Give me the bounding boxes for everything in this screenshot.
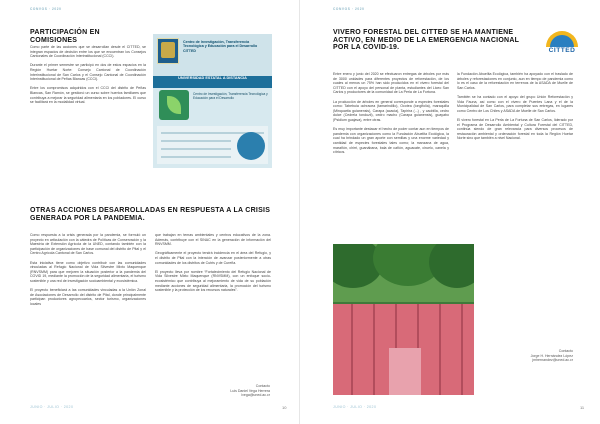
badge-icon bbox=[237, 132, 265, 160]
paragraph: Como parte de las acciones que se desarrollan desde el CITTED, se integran espacios de decisión entre los que se encuentran los Consejos Cantonales de Coordinación Interinstitucional (CCCI). bbox=[30, 45, 146, 59]
logo-text: CITTED bbox=[548, 47, 576, 54]
vivero-col1 bbox=[333, 72, 449, 159]
nursery-photo bbox=[333, 244, 474, 395]
roof-rib bbox=[373, 304, 375, 395]
paragraph: la Fundación Abuelita Ecológica, también ha apoyado con el traslado de árboles y reforestaciones en conjunto, aun en tiempo de pandemia como lo es el caso de la reforestación en terrenos de la ASADA de Muelle de San Carlos. bbox=[457, 72, 573, 90]
divider bbox=[161, 148, 231, 150]
poster-subtitle: Centro de Investigación, Transferencia Tecnológica y Educación para el Desarrollo bbox=[193, 92, 268, 100]
paragraph: Esta iniciativa tiene como objetivo contribuir con las comunidades vinculadas al Refugio Nacional de Vida Silvestre Mixto Maquenque (RNVSMM) para que mejoren la situación posterior a la pandemia del COVID 19, mediante la promoción de la seguridad alimentaria, el turismo sostenible y una red de investigación socioambiental y ecosistémica. bbox=[30, 260, 146, 283]
masthead: CONVOS · 2020 bbox=[30, 7, 62, 11]
plaque-emblem-icon bbox=[161, 42, 175, 58]
contact-block: Contacto Jorge H. Hernández López jmhernandez@uned.ac.cr bbox=[530, 349, 573, 363]
roof-rib bbox=[351, 304, 353, 395]
divider bbox=[161, 140, 231, 142]
roof-rib bbox=[461, 304, 463, 395]
paragraph: Entre enero y junio del 2020 se efectuaron entregas de árboles por más de 3000 unidades para diferentes proyectos de reforestación, de los cuales al menos un 75% han sido producidos en el vivero forestal del CITTED con el apoyo del personal de planta, estudiantes del Liceo San Carlos y productores de la comunidad de La Perla de La Fortuna. bbox=[333, 72, 449, 95]
paragraph: Como respuesta a la crisis generada por la pandemia, se formuló un proyecto en articulación con la cátedra de Políticas de Conservación y la Maestría de Extensión Agrícola de la UNED, contando también con la participación de organizaciones de base comunal del distrito de Pital y el Centro Agrícola Cantonal de San Carlos. bbox=[30, 233, 146, 256]
paragraph: También se ha contado con el apoyo del grupo Unión Reforestación y Vida Fauna, así como con el vivero de Puentes Lana y el de la Municipalidad de San Carlos, para completar sus entregas, en lugares como Centro de Los Chiles y ASADA de Muelle de San Carlos. bbox=[457, 94, 573, 113]
contact-block: Contacto Luis Daniel Vega Herrera lvega@uned.ac.cr bbox=[230, 384, 270, 398]
roof-rib bbox=[439, 304, 441, 395]
page-number: 10 bbox=[282, 405, 287, 410]
footer-date: JUNIO · JULIO · 2020 bbox=[30, 405, 74, 409]
paragraph: que trabajan en temas ambientales y centros educativos de la zona. Además, contribuye con el SINAC en la generación de información del RNVSMM. bbox=[155, 233, 271, 247]
paragraph: Geográficamente el proyecto tendrá incidencia en el área del Refugio, y el distrito de Pital con la intención de avanzar posteriormente a otras comunidades de los distritos de Cutris y de Cureña. bbox=[155, 251, 271, 265]
article-title-vivero: VIVERO FORESTAL DEL CITTED SE HA MANTIENE ACTIVO, EN MEDIO DE LA EMERGENCIA NACIONAL POR LA COVID-19. bbox=[333, 29, 520, 52]
paragraph: La producción de árboles en general corresponde a especies forestales como: Tabebuia ochracea (tamarindillo), Ocotea (longifolia), maraquilla (Minquartia guianensis), Carapa (acacia), Tapirira (...) , y caobilla, cedro dulce (Cedrela tonduzii), cedro macho (Carapa guianensis), guayabo (Psidium guajava), entre otras. bbox=[333, 99, 449, 122]
page-number: 11 bbox=[580, 405, 585, 410]
citted-logo bbox=[541, 31, 583, 55]
masthead: CONVOS · 2020 bbox=[333, 7, 365, 11]
poster-university: UNIVERSIDAD ESTATAL A DISTANCIA bbox=[153, 76, 272, 88]
walkway bbox=[389, 348, 421, 395]
divider bbox=[161, 156, 231, 158]
otras-acciones-col2 bbox=[155, 233, 271, 297]
section-title-comisiones: PARTICIPACIÓN EN COMISIONES bbox=[30, 29, 100, 44]
paragraph: El vivero forestal en La Perla de La Fortuna de San Carlos, liderado por el Programa de Desarrollo Ambiental y Cultura Forestal del CITTED, continúa siendo de gran relevancia para diversos procesos de restauración ambiental y ordenación forestal en toda la Región Huetar Norte sino que también a nivel Nacional. bbox=[457, 117, 573, 141]
comisiones-body bbox=[30, 45, 146, 109]
paragraph: Entre los compromisos adquiridos con el CCCI del distrito de Peñas Blancas, San Ramón, se gestionó un curso sobre huertos familiares que contribuya a mejorar la seguridad alimentaria en los pobladores. El curso se facilitará en la modalidad virtual. bbox=[30, 86, 146, 105]
paragraph: El proyecto lleva por nombre “Fortalecimiento del Refugio Nacional de Vida Silvestre Mixto Maquenque (RNVSMM), con un enfoque socio-ecosistémico que contribuya al mejoramiento de vida de su población mediante acciones de seguridad alimentaria, la promoción del turismo sostenible y la protección de los recursos naturales”. bbox=[155, 269, 271, 293]
poster-title: Centro de Investigación, Transferencia Tecnológica y Educación para el Desarrollo CITTED bbox=[183, 40, 258, 53]
vivero-col2 bbox=[457, 72, 573, 146]
footer-date: JUNIO · JULIO · 2020 bbox=[333, 405, 377, 409]
section-title-otras-acciones: OTRAS ACCIONES DESARROLLADAS EN RESPUESTA A LA CRISIS GENERADA POR LA PANDEMIA. bbox=[30, 207, 271, 222]
paragraph: Es muy importante destacar el hecho de poder contar aun en tiempos de pandemia con organizaciones como la Fundación Abuelita Ecológica, la cual ha brindado un gran aporte con semillas y una enorme variedad y cantidad de especies forestales tales como; la manzana de agua, marañón, chirri, guanábana, bala de cañón, aguacate, ciruelo, canela y cítricos. bbox=[333, 127, 449, 155]
paragraph: El proyecto beneficiará a las comunidades vinculadas a la Unión Zonal de Asociaciones de Desarrollo del distrito de Pital, donde principalmente participan productores agropecuarios, sector turismo, organizaciones locales bbox=[30, 288, 146, 306]
paragraph: Durante el primer semestre se participó en dos de estos espacios en la Región Huetar Norte: Consejo Cantonal de Coordinación Interinstitucional de San Carlos y el Consejo Cantonal de Coordinación Interinstitucional de Peñas Blancas (CCCI). bbox=[30, 63, 146, 82]
citted-poster-image bbox=[153, 34, 272, 168]
otras-acciones-col1 bbox=[30, 233, 146, 311]
